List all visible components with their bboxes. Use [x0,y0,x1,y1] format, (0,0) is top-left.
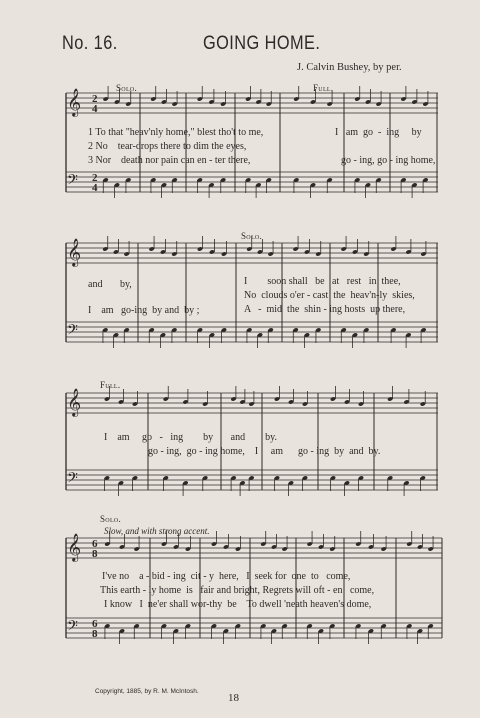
system-2-bass-clef-icon: 𝄢 [67,322,78,342]
verse-2-line: 2 No tear-drops there to dim the eyes, [88,141,247,152]
time-signature: 4 [92,182,98,194]
verse-1-line: 1 To that "heav'nly home," blest tho't to me, [88,127,264,138]
refrain-bottom-1: go - ing, go - ing home, [341,155,436,166]
verse-3-line-2: A - mid the shin - ing hosts up there, [244,304,406,315]
composer-credit: J. Calvin Bushey, by per. [297,62,402,73]
system-4-treble-clef-icon: 𝄞 [67,533,82,561]
system-4-bass-clef-icon: 𝄢 [67,618,78,638]
tempo-marking: Slow, and with strong accent. [104,526,210,536]
system-3-bass-clef-icon: 𝄢 [67,470,78,490]
line-top-2: and by, [88,279,132,290]
full-label-3: Full. [100,380,121,390]
line-bottom-3: go - ing, go - ing home, I am go - ing by and by. [148,446,381,457]
refrain-top-1: I am go - ing by [335,127,422,138]
time-signature: 2 [92,172,98,184]
line-bottom-2: I am go-ing by and by ; [88,305,200,316]
line-top-3: I am go - ing by and by. [104,432,277,443]
hymn-title: GOING HOME. [203,33,321,54]
system-3-treble-clef-icon: 𝄞 [67,388,82,416]
time-signature: 8 [92,548,98,560]
full-label-1: Full. [313,83,334,93]
time-signature: 6 [92,538,98,550]
copyright-notice: Copyright, 1885, by R. M. McIntosh. [95,688,199,695]
system-1-treble-clef-icon: 𝄞 [67,88,82,116]
system-1-bass-clef-icon: 𝄢 [67,172,78,192]
time-signature: 8 [92,628,98,640]
verse-3-line-4: I know I ne'er shall wor-thy be To dwell 'neath heaven's dome, [104,599,372,610]
page-number: 18 [228,692,239,704]
solo-label-2: Solo. [241,231,263,241]
verse-1-line-4: I've no a - bid - ing cit - y here, I seek for one to come, [102,571,351,582]
time-signature: 6 [92,618,98,630]
time-signature: 4 [92,103,98,115]
verse-2-line-2: No clouds o'er - cast the heav'n-ly skies, [244,290,415,301]
solo-label-4: Solo. [100,514,122,524]
system-2-treble-clef-icon: 𝄞 [67,238,82,266]
verse-2-line-4: This earth - ly home is fair and bright, Regrets will oft - en come, [100,585,375,596]
verse-3-line: 3 Nor death nor pain can en - ter there, [88,155,251,166]
verse-1-line-2: I soon shall be at rest in thee, [244,276,401,287]
solo-label-1: Solo. [116,83,138,93]
time-signature: 2 [92,93,98,105]
hymn-number: No. 16. [62,33,118,54]
